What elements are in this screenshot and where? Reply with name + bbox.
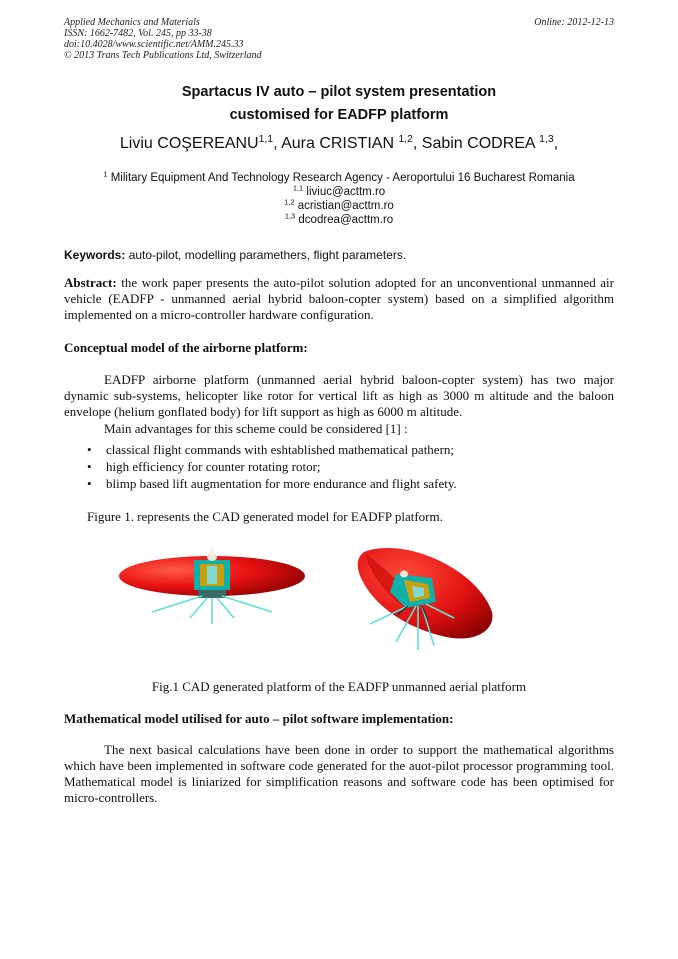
figure-1-caption: Fig.1 CAD generated platform of the EADFP unmanned aerial platform bbox=[151, 679, 527, 694]
issn-line: ISSN: 1662-7482, Vol. 245, pp 33-38 bbox=[64, 28, 212, 39]
top-dome bbox=[400, 571, 408, 578]
list-item: • classical flight commands with eshtablished mathematical pathern; bbox=[87, 441, 614, 458]
list-item: • blimp based lift augmentation for more endurance and flight safety. bbox=[87, 475, 614, 492]
journal-header bbox=[64, 17, 614, 61]
author-list bbox=[64, 135, 614, 153]
abstract: Abstract: the work paper presents the auto-pilot solution adopted for an unconventional unmanned air vehicle (EADFP - unmanned aerial hybrid baloon-copter system) based on a simplified algorithm implemented on a micro-controller hardware configuration. bbox=[64, 275, 614, 322]
paper-title-line-2: customised for EADFP platform bbox=[229, 107, 449, 123]
payload-pod bbox=[198, 590, 226, 598]
author-1: Liviu COŞEREANU$^{1,1}$, bbox=[119, 133, 282, 152]
figure-reference: Figure 1. represents the CAD generated model for EADFP platform. bbox=[87, 509, 443, 524]
author-2: Aura CRISTIAN $^{1,2}$, bbox=[281, 133, 422, 152]
doi-line: doi:10.4028/www.scientific.net/AMM.245.33 bbox=[64, 39, 244, 50]
body-paragraph-2: Main advantages for this scheme could be considered [1] : bbox=[104, 421, 408, 436]
figure-1-side-view bbox=[112, 546, 312, 628]
keywords: Keywords: auto-pilot, modelling paramethers, flight parameters. bbox=[64, 248, 407, 262]
body-paragraph-1: EADFP airborne platform (unmanned aerial hybrid baloon-copter system) has two major dynamic sub-systems, helicopter like rotor for vertical lift as high as 3000 m altitude and the baloon envelope (helium gonflated body) for lift support as high as 6000 m altitude. bbox=[64, 372, 614, 419]
author-3: Sabin CODREA $^{1,3}$, bbox=[421, 133, 559, 152]
list-item: • high efficiency for counter rotating rotor; bbox=[87, 458, 614, 475]
landing-legs bbox=[152, 596, 272, 624]
journal-name: Applied Mechanics and Materials bbox=[64, 17, 200, 28]
advantages-list bbox=[87, 441, 614, 492]
figure-1-perspective-view bbox=[346, 540, 494, 652]
email-1: $^{1,1}$ liviuc@acttm.ro bbox=[292, 183, 386, 198]
body-paragraph-3: The next basical calculations have been done in order to support the mathematical algorithms which have been implemented in software code generated for the auot-pilot processor programming tool. Mathematical model is liniarized for simplification reasons and software code has been optimised for micro-controllers. bbox=[64, 742, 614, 805]
online-date: Online: 2012-12-13 bbox=[534, 17, 614, 28]
email-2: $^{1,2}$ acristian@acttm.ro bbox=[284, 197, 394, 212]
affiliation: $^1$ Military Equipment And Technology Research Agency - Aeroportului 16 Bucharest Romania bbox=[103, 169, 575, 184]
paper-title-line-1: Spartacus IV auto – pilot system presentation bbox=[181, 84, 497, 100]
copyright-line: © 2013 Trans Tech Publications Ltd, Switzerland bbox=[64, 50, 262, 61]
section-heading-conceptual-model: Conceptual model of the airborne platform: bbox=[64, 340, 308, 355]
email-3: $^{1,3}$ dcodrea@acttm.ro bbox=[284, 211, 394, 226]
section-heading-mathematical-model: Mathematical model utilised for auto – pilot software implementation: bbox=[64, 711, 454, 726]
